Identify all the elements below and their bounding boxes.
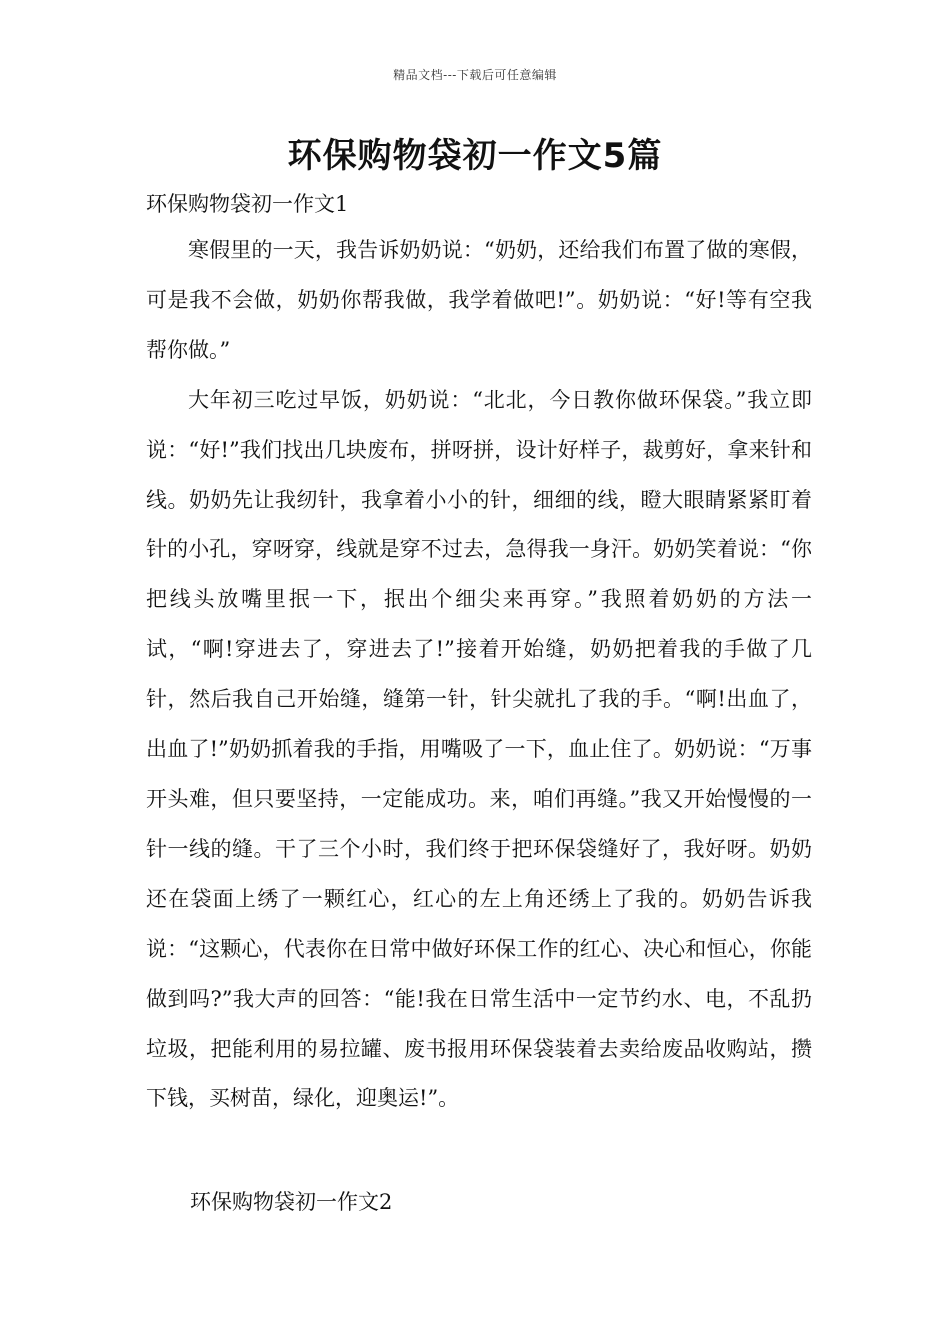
document-title: 环保购物袋初一作文5篇 [287,136,663,176]
paragraph: 大年初三吃过早饭，奶奶说：“北北，今日教你做环保袋。”我立即说：“好!”我们找出几块废布，拼呀拼，设计好样子，裁剪好，拿来针和线。奶奶先让我纫针，我拿着小小的针，细细的线，瞪大眼睛紧紧盯着针的小孔，穿呀穿，线就是穿不过去，急得我一身汗。奶奶笑着说：“你把线头放嘴里抿一下，抿出个细尖来再穿。”我照着奶奶的方法一试，“啊!穿进去了，穿进去了!”接着开始缝，奶奶把着我的手做了几针，然后我自己开始缝，缝第一针，针尖就扎了我的手。“啊!出血了，出血了!”奶奶抓着我的手指，用嘴吸了一下，血止住了。奶奶说：“万事开头难，但只要坚持，一定能成功。来，咱们再缝。”我又开始慢慢的一针一线的缝。干了三个小时，我们终于把环保袋缝好了，我好呀。奶奶还在袋面上绣了一颗红心，红心的左上角还绣上了我的。奶奶告诉我说：“这颗心，代表你在日常中做好环保工作的红心、决心和恒心，你能做到吗?”我大声的回答：“能!我在日常生活中一定节约水、电，不乱扔垃圾，把能利用的易拉罐、废书报用环保袋装着去卖给废品收购站，攒下钱，买树苗，绿化，迎奥运!”。 [146,387,812,1111]
header-note: 精品文档---下载后可任意编辑 [393,68,557,82]
paragraph: 寒假里的一天，我告诉奶奶说：“奶奶，还给我们布置了做的寒假，可是我不会做，奶奶你帮我做，我学着做吧!”。奶奶说：“好!等有空我帮你做。” [146,238,812,362]
section-heading-1: 环保购物袋初一作文1 [146,192,349,216]
section-heading-2: 环保购物袋初一作文2 [190,1190,393,1214]
essay-body [146,226,812,1124]
